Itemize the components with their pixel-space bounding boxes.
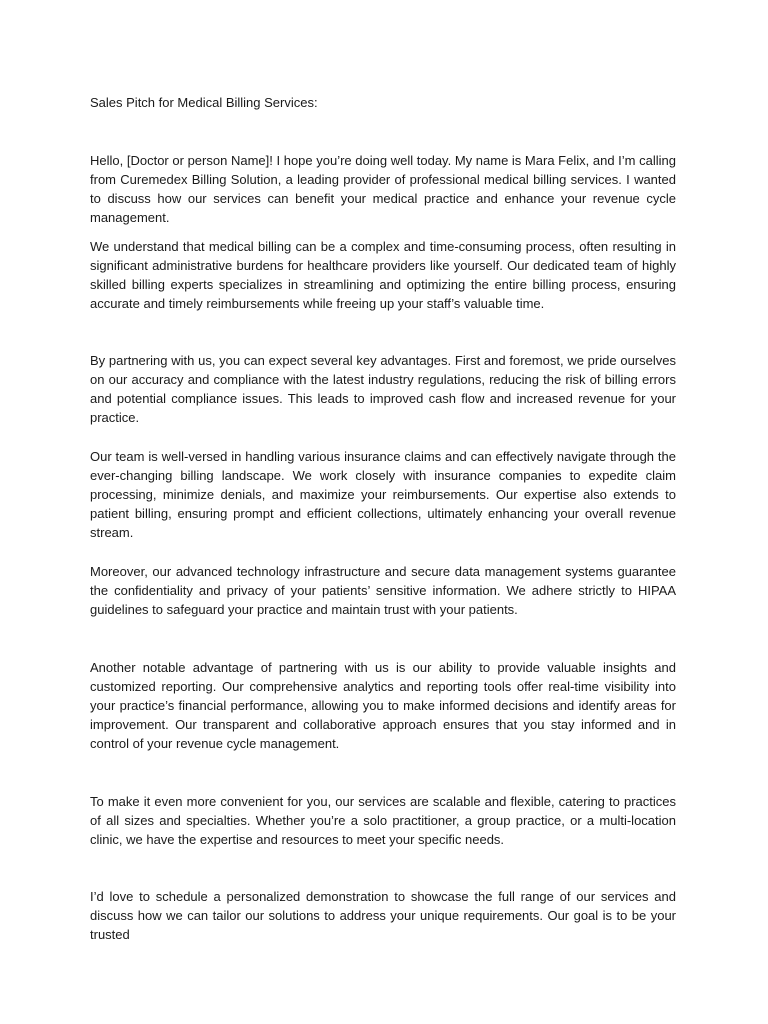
paragraph-reporting: Another notable advantage of partnering with us is our ability to provide valuable insights and customized reporting. Our comprehensive analytics and reporting tools offer real-time visibility into your practice’s financial performance, allowing you to make informed decisions and identify areas for improvement. Our transparent and collaborative approach ensures that you stay informed and in control of your revenue cycle management. xyxy=(90,660,676,751)
paragraph-insurance-claims: Our team is well-versed in handling various insurance claims and can effectively navigate through the ever-changing billing landscape. We work closely with insurance companies to expedite claim processing, minimize denials, and maximize your reimbursements. Our expertise also extends to patient billing, ensuring prompt and efficient collections, ultimately enhancing your overall revenue stream. xyxy=(90,449,676,540)
paragraph-understanding: We understand that medical billing can be a complex and time-consuming process, often resulting in significant administrative burdens for healthcare providers like yourself. Our dedicated team of highly skilled billing experts specializes in streamlining and optimizing the entire billing process, ensuring accurate and timely reimbursements while freeing up your staff’s valuable time. xyxy=(90,239,676,311)
paragraph-technology: Moreover, our advanced technology infrastructure and secure data management systems guarantee the confidentiality and privacy of your patients’ sensitive information. We adhere strictly to HIPAA guidelines to safeguard your practice and maintain trust with your patients. xyxy=(90,564,676,617)
document-title: Sales Pitch for Medical Billing Services: xyxy=(90,95,318,110)
paragraph-demonstration: I’d love to schedule a personalized demonstration to showcase the full range of our services and discuss how we can tailor our solutions to address your unique requirements. Our goal is to be your trusted xyxy=(90,889,676,942)
paragraph-advantages: By partnering with us, you can expect several key advantages. First and foremost, we pride ourselves on our accuracy and compliance with the latest industry regulations, reducing the risk of billing errors and potential compliance issues. This leads to improved cash flow and increased revenue for your practice. xyxy=(90,353,676,425)
paragraph-scalability: To make it even more convenient for you, our services are scalable and flexible, catering to practices of all sizes and specialties. Whether you’re a solo practitioner, a group practice, or a multi-location clinic, we have the expertise and resources to meet your specific needs. xyxy=(90,794,676,847)
paragraph-greeting: Hello, [Doctor or person Name]! I hope you’re doing well today. My name is Mara Felix, and I’m calling from Curemedex Billing Solution, a leading provider of professional medical billing services. I wanted to discuss how our services can benefit your medical practice and enhance your revenue cycle management. xyxy=(90,153,676,225)
